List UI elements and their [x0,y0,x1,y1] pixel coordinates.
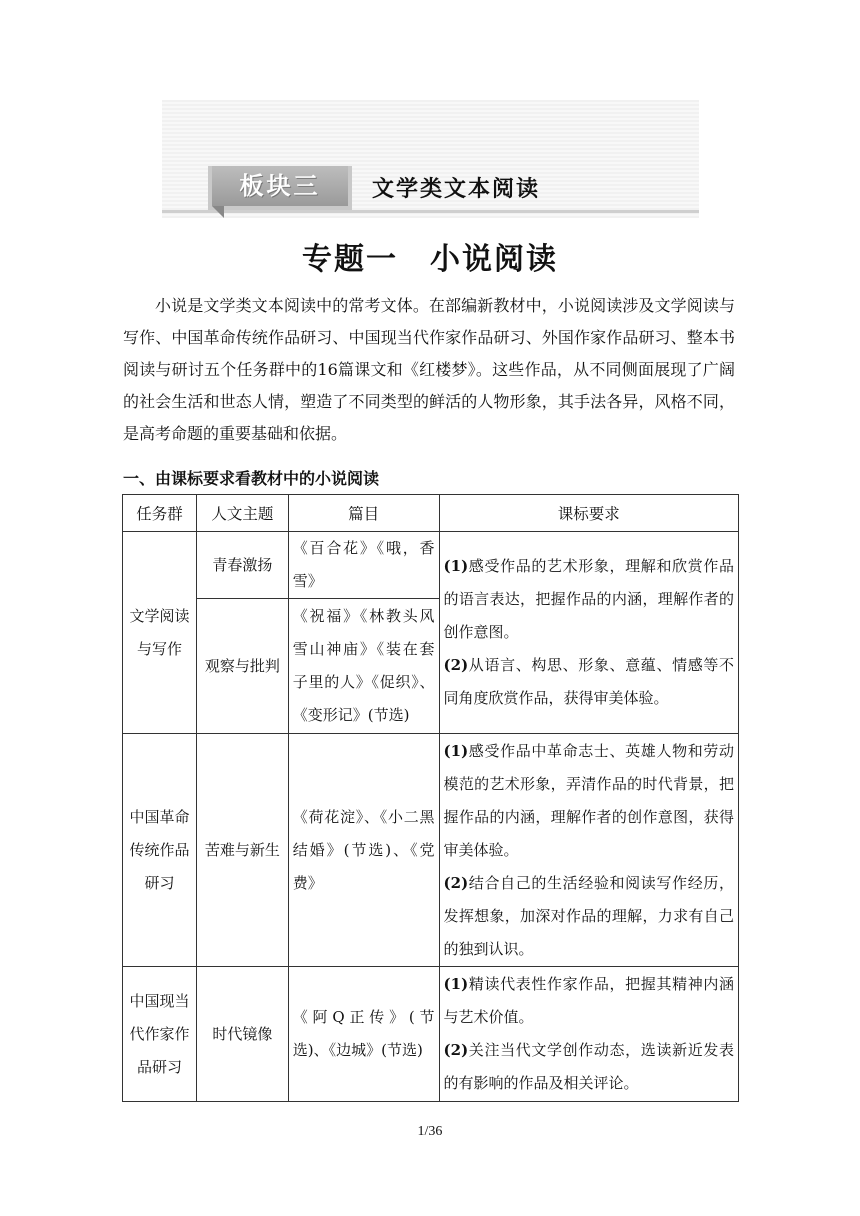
topic-title: 专题一 小说阅读 [302,242,558,277]
requirement-item [444,968,734,1034]
header-theme: 人文主题 [196,495,288,532]
table-row [123,967,739,1102]
works-cell: 《百合花》《哦，香雪》 [288,532,439,599]
requirement-item [444,735,734,867]
requirement-text: 精读代表性作家作品，把握其精神内涵与艺术价值。 [443,975,734,1026]
header-task-group: 任务群 [123,495,197,532]
requirements-cell [439,532,738,734]
banner-title: 文学类文本阅读 [372,177,541,202]
requirement-text: 从语言、构思、形象、意蕴、情感等不同角度欣赏作品，获得审美体验。 [443,656,734,707]
requirement-item [444,649,734,715]
requirement-number: (1) [443,557,469,575]
table-header-row [123,495,739,532]
banner-tab-fold [212,206,224,218]
task-group-cell: 中国革命传统作品研习 [123,734,197,967]
requirement-item [444,867,734,966]
works-cell: 《祝福》《林教头风雪山神庙》《装在套子里的人》《促织》、《变形记》(节选) [288,599,439,734]
header-requirements: 课标要求 [439,495,738,532]
task-group-cell: 中国现当代作家作品研习 [123,967,197,1102]
banner-tab-label: 板块三 [239,171,321,200]
requirement-number: (2) [443,873,469,892]
requirements-cell [439,967,738,1102]
requirement-item [444,550,734,649]
requirement-item [444,1034,734,1100]
requirement-number: (2) [443,1041,469,1059]
curriculum-table [122,494,739,1102]
table-row [123,734,739,967]
banner-tab [212,166,348,206]
task-group-cell: 文学阅读与写作 [123,532,197,734]
page-number: 1/36 [417,1124,443,1139]
requirements-cell [439,734,738,967]
works-cell: 《荷花淀》、《小二黑结婚》(节选)、《党费》 [288,734,439,967]
banner-underline [162,210,699,213]
requirement-number: (2) [443,656,469,674]
requirement-text: 结合自己的生活经验和阅读写作经历，发挥想象，加深对作品的理解，力求有自己的独到认识。 [443,873,734,958]
requirement-text: 关注当代文学创作动态，选读新近发表的有影响的作品及相关评论。 [443,1041,734,1092]
requirement-number: (1) [443,741,469,760]
requirement-text: 感受作品的艺术形象，理解和欣赏作品的语言表达，把握作品的内涵，理解作者的创作意图。 [443,557,734,641]
theme-cell: 苦难与新生 [196,734,288,967]
theme-cell: 观察与批判 [196,599,288,734]
requirement-text: 感受作品中革命志士、英雄人物和劳动模范的艺术形象，弄清作品的时代背景，把握作品的内涵，理解作者的创作意图，获得审美体验。 [443,741,734,859]
theme-cell: 青春激扬 [196,532,288,599]
table-row [123,532,739,599]
section-heading: 一、由课标要求看教材中的小说阅读 [123,469,380,488]
requirement-number: (1) [443,975,469,993]
section-banner [162,100,699,218]
works-cell: 《阿Q正传》(节选)、《边城》(节选) [288,967,439,1102]
intro-paragraph: 小说是文学类文本阅读中的常考文体。在部编新教材中，小说阅读涉及文学阅读与写作、中国革命传统作品研习、中国现当代作家作品研习、外国作家作品研习、整本书阅读与研讨五个任务群中的16篇课文和《红楼梦》。这些作品，从不同侧面展现了广阔的社会生活和世态人情，塑造了不同类型的鲜活的人物形象，其手法各异，风格不同，是高考命题的重要基础和依据。 [123,296,735,443]
header-works: 篇目 [288,495,439,532]
theme-cell: 时代镜像 [196,967,288,1102]
